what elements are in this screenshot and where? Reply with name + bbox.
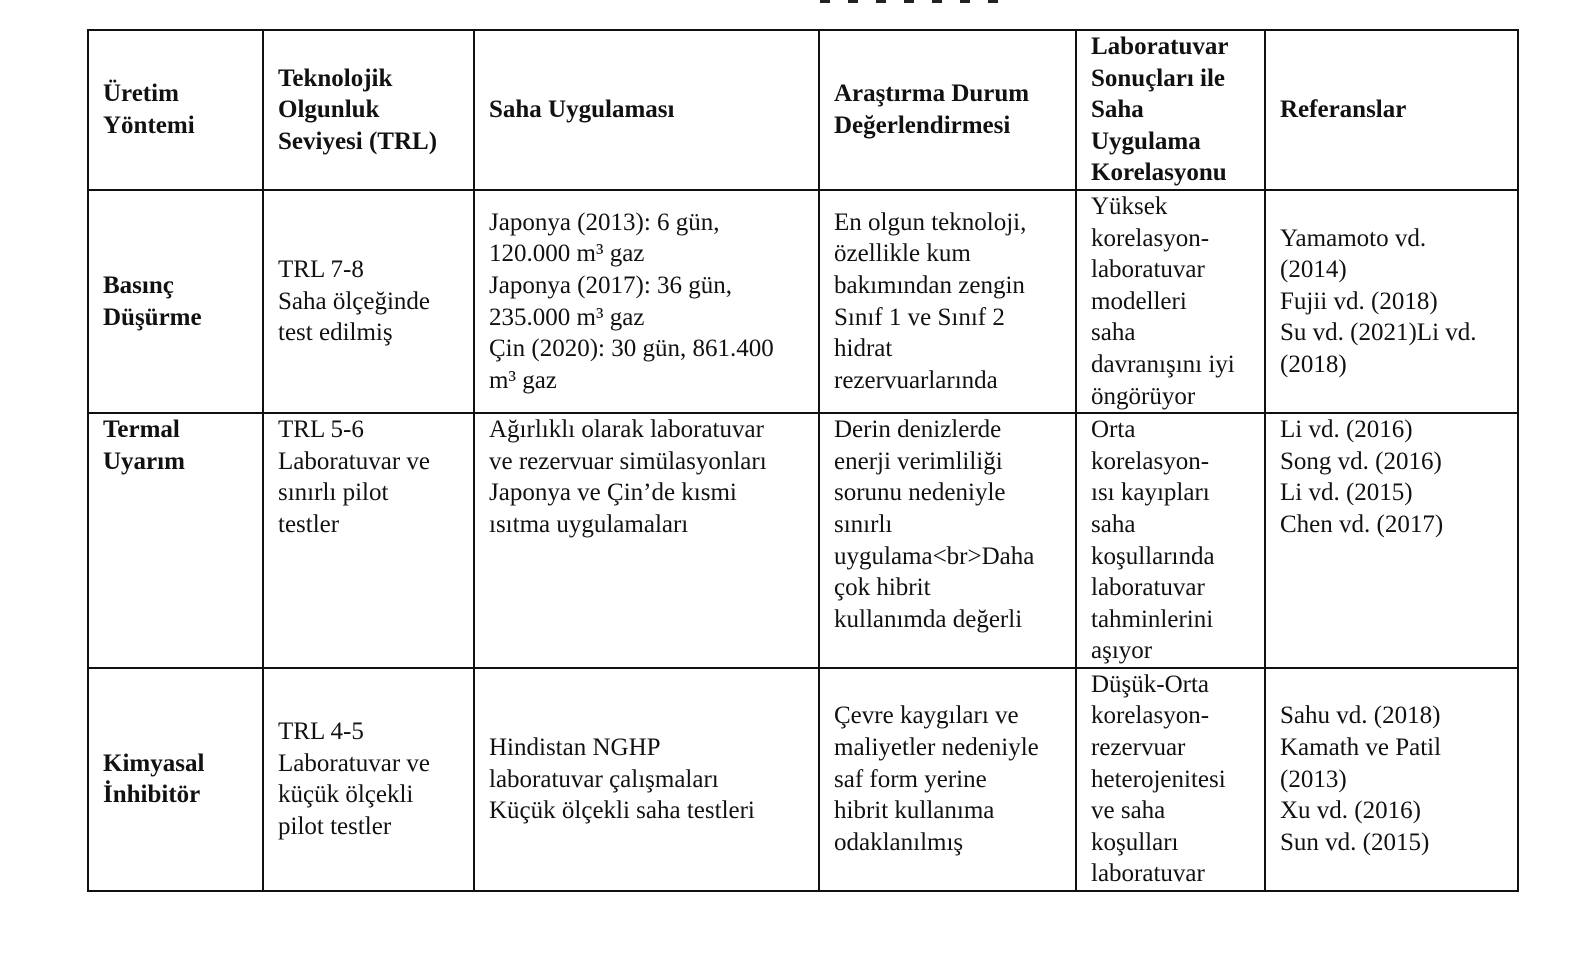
header-uretim-yontemi: Üretim Yöntemi bbox=[88, 30, 263, 190]
method-cell: Termal Uyarım bbox=[88, 413, 263, 668]
correlation-cell: Yüksek korelasyon- laboratuvar modelleri saha davranışını iyi öngörüyor bbox=[1076, 190, 1265, 413]
field-application-cell: Ağırlıklı olarak laboratuvar ve rezervuar simülasyonları Japonya ve Çin’de kısmi ısıtma uygulamaları bbox=[474, 413, 819, 668]
table-row bbox=[88, 668, 1518, 891]
trl-cell: TRL 7-8 Saha ölçeğinde test edilmiş bbox=[263, 190, 474, 413]
research-status-cell: Derin denizlerde enerji verimliliği sorunu nedeniyle sınırlı uygulama<br>Daha çok hibrit kullanımda değerli bbox=[819, 413, 1076, 668]
header-arastirma-durum: Araştırma Durum Değerlendirmesi bbox=[819, 30, 1076, 190]
cropped-caption-fragment bbox=[820, 0, 1120, 4]
header-referanslar: Referanslar bbox=[1265, 30, 1518, 190]
header-korelasyon: Laboratuvar Sonuçları ile Saha Uygulama Korelasyonu bbox=[1076, 30, 1265, 190]
correlation-cell: Orta korelasyon- ısı kayıpları saha koşullarında laboratuvar tahminlerini aşıyor bbox=[1076, 413, 1265, 668]
table-row bbox=[88, 190, 1518, 413]
method-cell: Basınç Düşürme bbox=[88, 190, 263, 413]
references-cell: Li vd. (2016) Song vd. (2016) Li vd. (2015) Chen vd. (2017) bbox=[1265, 413, 1518, 668]
field-application-cell: Japonya (2013): 6 gün, 120.000 m³ gaz Japonya (2017): 36 gün, 235.000 m³ gaz Çin (2020): 30 gün, 861.400 m³ gaz bbox=[474, 190, 819, 413]
table-header-row bbox=[88, 30, 1518, 190]
research-status-cell: Çevre kaygıları ve maliyetler nedeniyle saf form yerine hibrit kullanıma odaklanılmış bbox=[819, 668, 1076, 891]
trl-cell: TRL 5-6 Laboratuvar ve sınırlı pilot testler bbox=[263, 413, 474, 668]
research-status-cell: En olgun teknoloji, özellikle kum bakımından zengin Sınıf 1 ve Sınıf 2 hidrat rezervuarlarında bbox=[819, 190, 1076, 413]
table-row bbox=[88, 413, 1518, 668]
correlation-cell: Düşük-Orta korelasyon- rezervuar heterojenitesi ve saha koşulları laboratuvar bbox=[1076, 668, 1265, 891]
header-saha-uygulamasi: Saha Uygulaması bbox=[474, 30, 819, 190]
references-cell: Yamamoto vd. (2014) Fujii vd. (2018) Su vd. (2021)Li vd. (2018) bbox=[1265, 190, 1518, 413]
method-cell: Kimyasal İnhibitör bbox=[88, 668, 263, 891]
references-cell: Sahu vd. (2018) Kamath ve Patil (2013) Xu vd. (2016) Sun vd. (2015) bbox=[1265, 668, 1518, 891]
trl-cell: TRL 4-5 Laboratuvar ve küçük ölçekli pilot testler bbox=[263, 668, 474, 891]
field-application-cell: Hindistan NGHP laboratuvar çalışmaları Küçük ölçekli saha testleri bbox=[474, 668, 819, 891]
hydrate-production-methods-table bbox=[87, 29, 1519, 892]
header-trl: Teknolojik Olgunluk Seviyesi (TRL) bbox=[263, 30, 474, 190]
